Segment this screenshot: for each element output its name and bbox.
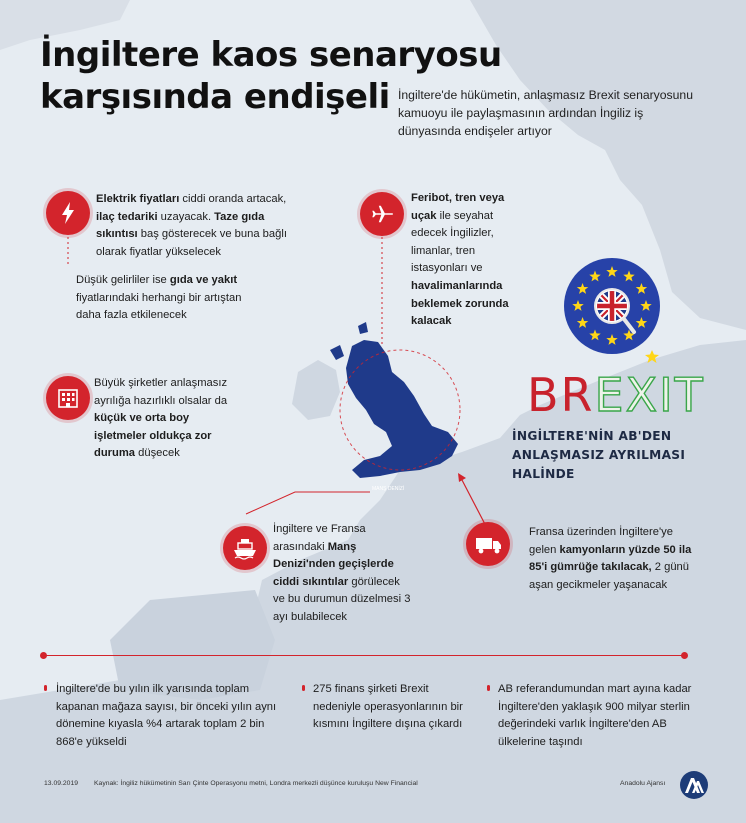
companies-text [94,375,239,463]
electricity-text-2: uzayacak. [157,210,215,223]
aa-logo-icon [679,770,709,800]
brexit-br: BR [527,368,595,422]
electricity-text [96,191,296,261]
building-icon-badge [46,376,90,420]
stat-1-marker [44,685,47,691]
travel-text [411,190,519,331]
building-icon [46,376,90,420]
title-line-2: karşısında endişeli [40,77,390,117]
electricity-bold-2: ilaç tedariki [96,210,158,223]
divider-dot-right [681,652,688,659]
channel-text-2: görülecek ve bu durumun düzelmesi 3 ayı bulabilecek [273,575,411,623]
channel-text-1: İngiltere ve Fransa arasındaki [273,523,366,553]
stat-2: 275 finans şirketi Brexit nedeniyle operasyonlarının bir kısmını İngiltere dışına çıkardı [313,683,463,731]
brexit-exit: EXIT [594,368,705,422]
divider-dot-left [40,652,47,659]
eu-flag-magnifier-icon [560,256,672,366]
truck-icon-badge [466,522,510,566]
low-income-text-2: fiyatlarındaki herhangi bir artıştan daha fazla etkilenecek [76,291,242,322]
electricity-bold-3: Taze gıda sıkıntısı [96,210,265,241]
footer-source: Kaynak: İngiliz hükümetinin Sarı Çinte Operasyonu metni, Londra merkezli düşünce kuruluşu New Financial [94,780,418,787]
channel-bold-1: Manş Denizi'nden geçişlerde ciddi sıkıntılar [273,540,394,588]
brexit-subtitle: İNGİLTERE'NİN AB'DEN ANLAŞMASIZ AYRILMASI HALİNDE [512,429,686,481]
trucks-text-2: 2 günü aşan gecikmeler yaşanacak [529,561,689,591]
electricity-bold-1: Elektrik fiyatları [96,193,180,205]
companies-text-1: Büyük şirketler anlaşmasız ayrılığa hazırlıklı olsalar da [94,377,228,407]
travel-text-1: ile seyahat edecek İngilizler, limanlar, tren istasyonları ve [411,209,494,275]
travel-bold-2: havalimanlarında beklemek zorunda kalacak [411,279,509,328]
stat-1: İngiltere'de bu yılın ilk yarısında toplam kapanan mağaza sayısı, bir önceki yılın aynı dönemine kıyasla %4 artarak toplam 2 bin 868'e yükseldi [56,683,277,748]
stats-divider [44,655,684,656]
footer-agency: Anadolu Ajansı [620,780,666,787]
travel-bold-1: Feribot, tren veya uçak [411,192,505,222]
stat-2-marker [302,685,305,691]
lightning-icon-badge [46,191,90,235]
trucks-text [529,524,699,594]
companies-bold-1: küçük ve orta boy işletmeler oldukça zor duruma [94,412,212,460]
electricity-text-1: ciddi oranda artacak, [179,193,287,205]
trucks-bold-1: kamyonların yüzde 50 ila 85'i gümrüğe takılacak, [529,543,692,574]
lightning-icon [46,191,90,235]
page-subtitle: İngiltere'de hükümetin, anlaşmasız Brexit senaryosunu kamuoyu ile paylaşmasının ardından İngiliz iş dünyasında endişeler artıyor [398,88,693,138]
stat-3-marker [487,685,490,691]
low-income-text-1: Düşük gelirliler ise [76,274,170,286]
ship-icon [223,526,267,570]
channel-text [273,521,413,627]
stat-3: AB referandumundan mart ayına kadar İngiltere'den yaklaşık 900 milyar sterlin değerindeki varlık İngiltere'den AB ülkelerine taşındı [498,683,692,748]
low-income-text [76,272,256,325]
airplane-icon [360,192,404,236]
channel-map-label: MANŞ DENİZİ [372,486,405,492]
truck-icon [466,522,510,566]
ship-icon-badge [223,526,267,570]
trucks-text-1: Fransa üzerinden İngiltere'ye gelen [529,526,673,556]
title-line-1: İngiltere kaos senaryosu [40,35,502,75]
electricity-text-3: baş gösterecek ve buna bağlı olarak fiyatlar yükselecek [96,228,287,258]
footer-date: 13.09.2019 [44,780,79,787]
brexit-logo [527,370,705,420]
low-income-bold-1: gıda ve yakıt [169,274,238,286]
companies-text-2: düşecek [135,447,180,460]
airplane-icon-badge [360,192,404,236]
